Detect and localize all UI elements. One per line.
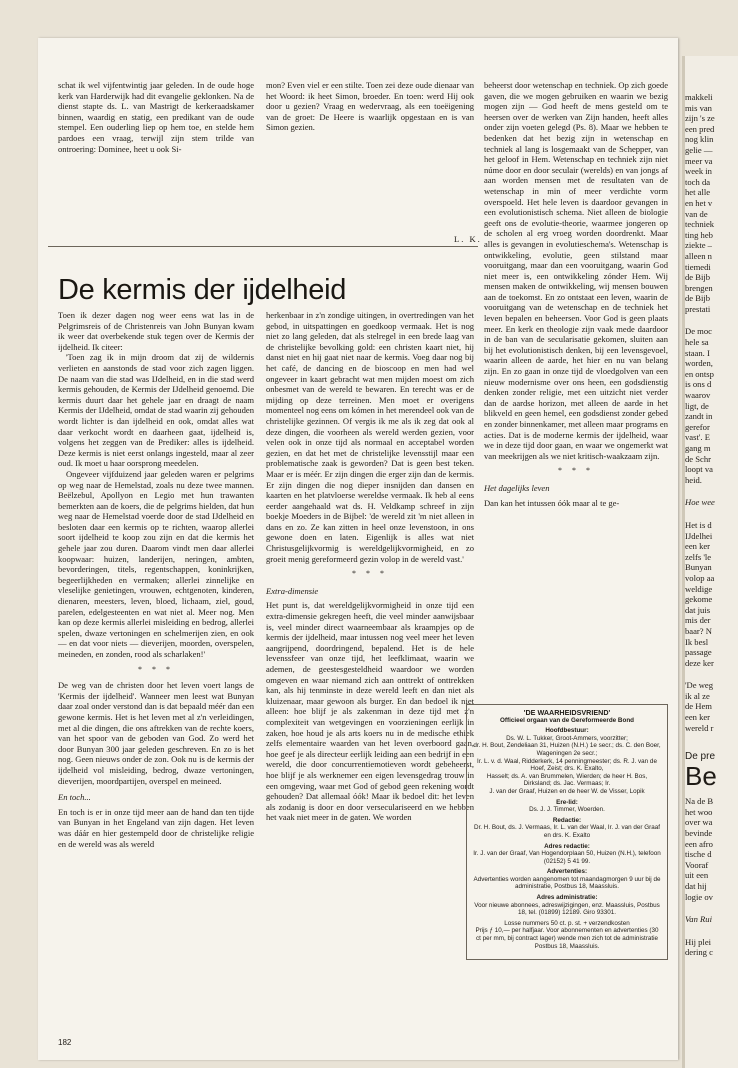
adjacent-kicker: De pre xyxy=(685,751,716,763)
adjacent-text-fragment: logie ov xyxy=(685,891,713,902)
adjacent-text-fragment: IJdelhei xyxy=(685,530,713,541)
adjacent-text-fragment: weldige xyxy=(685,583,713,594)
colophon-line: Ds. W. L. Tukker, Groot-Ammers, voorzitter; xyxy=(506,734,628,742)
section-separator: * * * xyxy=(138,664,174,674)
adjacent-text-fragment: 'De weg xyxy=(685,680,714,691)
adjacent-text-fragment: prestati xyxy=(685,303,711,314)
colophon-line: Hasselt; ds. A. van Brummelen, Wierden; de heer H. Bos, Dirksland; ds. Jac. Vermaas; Ir. xyxy=(486,772,648,788)
colophon-line: Ir. L. v. d. Waal, Ridderkerk, 14 penningmeester; ds. R. J. van de Hoef, Zeist; drs. K. Exalto, xyxy=(477,757,657,773)
adjacent-text-fragment: makkeli xyxy=(685,92,713,102)
colophon-heading: Advertenties: xyxy=(546,868,588,876)
adjacent-end-fragments xyxy=(685,937,738,958)
adjacent-text-fragment: Ik besl xyxy=(685,636,709,647)
article-headline: De kermis der ijdelheid xyxy=(58,274,347,306)
adjacent-text-fragment: Het is d xyxy=(685,519,712,530)
adjacent-text-fragment: uit een xyxy=(685,870,709,881)
paragraph: mon? Even viel er een stilte. Toen zei deze oude dienaar van het Woord: ik heet Simon, broeder. En toen: werd Hij ook door u gezien? Vraag en wedervraag, als een toeëigening van de groet: De Heere is waarlijk opgestaan en is van Simon gezien. xyxy=(266,80,474,133)
colophon-heading: Ere-lid: xyxy=(556,798,578,806)
adjacent-text-fragment: staan. I xyxy=(685,347,710,358)
adjacent-headline: Be xyxy=(685,761,717,792)
colophon-title: 'DE WAARHEIDSVRIEND' xyxy=(523,708,611,717)
adjacent-text-fragment: gerefor xyxy=(685,421,710,432)
adjacent-text-fragment: een ker xyxy=(685,712,711,723)
adjacent-quote-fragments xyxy=(685,680,738,733)
paragraph: De weg van de christen door het leven voert langs de 'Kermis der ijdelheid'. Wanneer men leest wat Bunyan daar zoal onder verstond dan is dat bepaald méér dan een gewone kermis. Het is het leven met al z'n verleidingen, met al die dingen, die ons aftrekken van de rechte koers, van het spoor van de geboden van God. Zo werd het door Bunyan 300 jaar geleden geschreven. En zo is het nog. Geen nieuws onder de zon. Ook nu is de kermis der ijdelheid vol misleiding, bedrog, dwaze vertoningen, dieverijen, moordpartijen, overspel en meineed. xyxy=(58,680,254,786)
adjacent-text-fragment: worden, xyxy=(685,358,713,369)
adjacent-text-fragment: mis der xyxy=(685,615,711,626)
adjacent-text-fragment: Bunyan xyxy=(685,562,712,573)
author-signature: L. K. xyxy=(454,234,482,244)
colophon-heading: Redactie: xyxy=(552,816,582,824)
adjacent-text-fragment: toch da xyxy=(685,176,711,187)
adjacent-text-fragment: heid. xyxy=(685,474,702,485)
adjacent-text-fragment: de Schr xyxy=(685,453,712,464)
colophon-line: Ds. J. J. Timmer, Woerden. xyxy=(529,806,605,814)
section-separator: * * * xyxy=(558,466,594,476)
adjacent-lower-fragments xyxy=(685,520,738,668)
colophon-line: Voor nieuwe abonnees, adreswijzigingen, enz. Maassluis, Postbus 18, tel. (01899) 12189. Giro 93301. xyxy=(474,901,660,917)
column-1 xyxy=(58,310,254,849)
magazine-page xyxy=(38,38,678,1060)
adjacent-text-fragment: ting heb xyxy=(685,229,713,240)
adjacent-text-fragment: hele sa xyxy=(685,337,709,348)
colophon-subtitle: Officieel orgaan van de Gereformeerde Bond xyxy=(499,716,635,724)
adjacent-text-fragment: ziekte – xyxy=(685,240,712,251)
colophon-heading: Adres redactie: xyxy=(544,842,590,850)
section-subheading: En toch... xyxy=(58,792,91,803)
adjacent-page-edge xyxy=(682,56,738,1068)
adjacent-text-fragment: de Bijb xyxy=(685,272,711,283)
adjacent-text-fragment: zelfs 'le xyxy=(685,551,712,562)
adjacent-text-fragment: het woo xyxy=(685,806,713,817)
adjacent-text-fragment: over wa xyxy=(685,817,713,828)
adjacent-text-fragment: volop aa xyxy=(685,572,715,583)
adjacent-text-fragment: ik al ze xyxy=(685,690,710,701)
colophon-line: Dr. H. Bout, ds. J. Vermaas, Ir. L. van der Waal, Ir. J. van der Graaf en drs. K. Exalto xyxy=(474,824,660,839)
adjacent-text-fragment: techniek xyxy=(685,219,715,230)
adjacent-text-fragment: alleen n xyxy=(685,250,712,261)
paragraph: Ongeveer vijfduizend jaar geleden waren er pelgrims op weg naar de Hemelstad, zoals nu deze twee mannen. Beëlzebul, Apollyon en Legio met hun trawanten bemerkten aan de koers, die de pelgrims hielden, dat hun weg naar de Hemelstad voerde door de stad IJdelheid en besloten daar een kermis op te richten, waarop allerlei soort ijdelheid te koop zou zijn en dat die kermis het gehele jaar zou duren. Daarom vindt men daar allerlei koopwaar: huizen, landerijen, neringen, ambten, bevorderingen, titels, regentschappen, koninkrijken, begeerlijkheden en vermaken; allerlei zinnelijke en vleselijke genietingen, vrouwen, echtgenoten, kinderen, dienaren, meesters, leven, bloed, lichaam, ziel, goud, parelen, edelgesteenten en wat niet al. Meer nog. Men kan op deze kermis allerlei misleiding en bedrog, allerlei spelen, dwaze vertoningen en schelmerijen zien, en ook — en dat voor niets — dieverijen, moorden, overspelen, meineden, en zonden, rood als scharlaken!' xyxy=(58,468,254,659)
adjacent-text-fragment: week in xyxy=(685,166,712,177)
adjacent-text-fragment: Hij plei xyxy=(685,936,712,947)
adjacent-subheading: Van Rui xyxy=(685,914,712,925)
paragraph: Het punt is, dat wereldgelijkvormigheid in onze tijd een extra-dimensie gekregen heeft, die veel minder aanwijsbaar is, veel minder direct waarneembaar als kraampjes op de kermis der ijdelheid, maar intussen nog veel meer het leven aangrijpend, doordringend, bepalend. Het is de hele levenssfeer van onze tijd, het leefklimaat, waarin we ademen, de geestesgesteldheid waardoor we worden omgeven en waar niemand zich aan onttrekt of onttrekken kan, als hij tenminste in deze wereld leeft en dan niet als kluizenaar, maar gewoon als burger. En dan bedoel ik niet alleen: hoe blijf je als zakenman in deze tijd met z'n complexiteit van wetgevingen en voorzieningen eerlijk in zaken, hoe houd je als arts koers nu in de medische ethiek zelfs elementaire waarden van het leven overboord gaan, hoe geef je als directeur eerlijk leiding aan een bedrijf in een wereld, die door concurrentiemotieven wordt gebeheerst, hoe blijf je als werknemer een eigen levensgedrag trouw in een omgeving, waar met God of gebod geen rekening wordt gehouden? Dat allemaal óók! Maar ik bedoel dit: het leven als zodanig is door en door verseculariseerd en we hebben het vaak niet meer in de gaten. We worden xyxy=(266,600,474,823)
adjacent-text-fragment: gelie — xyxy=(685,144,713,155)
colophon-box xyxy=(466,704,668,960)
paragraph: schat ik wel vijfentwintig jaar geleden. In de oude hoge kerk van Harderwijk had dit evangelie geklonken. Na de dienst stapte ds. L. van Mastrigt de kerkeraadskamer binnen, waardig en statig, een predikant van de oude stempel. Een ouderling liep op hem toe, en stelde hem pardoes een vraag, terwijl zijn stem trilde van ontroering: Dominee, heet u ook Si- xyxy=(58,80,254,154)
adjacent-mid-fragments xyxy=(685,326,738,485)
section-subheading: Het dagelijks leven xyxy=(484,482,550,493)
adjacent-text-fragment: tiemedi xyxy=(685,261,711,272)
adjacent-text-fragment: gang m xyxy=(685,443,711,453)
adjacent-text-fragment: De moc xyxy=(685,326,712,337)
adjacent-text-fragment: Na de B xyxy=(685,796,714,807)
colophon-line: Advertenties worden aangenomen tot maandagmorgen 9 uur bij de administratie, Postbus 18, Maassluis. xyxy=(473,875,661,891)
adjacent-text-fragment: de Bijb xyxy=(685,293,711,304)
adjacent-text-fragment: loopt va xyxy=(685,464,713,475)
paragraph: Toen ik dezer dagen nog weer eens wat las in de Pelgrimsreis of de Christenreis van John Bunyan kwam ik weer dat overbekende stuk tegen over de Kermis der ijdelheid. Ik citeer: xyxy=(58,310,254,352)
adjacent-bottom-fragments xyxy=(685,796,738,902)
adjacent-text-fragment: een ker xyxy=(685,541,711,552)
adjacent-text-fragment: dat juis xyxy=(685,604,711,615)
adjacent-text-fragment: bevinde xyxy=(685,828,713,839)
colophon-line: Prijs ƒ 10,— per halfjaar. Voor abonnementen en advertenties (30 ct per mm, bij contract lager) wende men zich tot de administratie Postbus 18, Maassluis. xyxy=(475,927,659,950)
colophon-line: Losse nummers 50 ct. p. st. + verzendkosten xyxy=(504,919,630,927)
adjacent-text-fragment: passage xyxy=(685,647,712,658)
page-number: 182 xyxy=(58,1038,72,1047)
divider xyxy=(48,246,478,247)
adjacent-text-fragment: de Hem xyxy=(685,701,712,712)
adjacent-text-fragment: zijn 's ze xyxy=(685,113,715,124)
adjacent-subheading: Hoe wee xyxy=(685,497,715,508)
top-left-column xyxy=(58,80,254,154)
paragraph: 'Toen zag ik in mijn droom dat zij de wildernis verlieten en aanstonds de stad voor zich zagen liggen. De naam van die stad was IJdelheid, en in die stad werd kermis gehouden, de Kermis der IJdelheid genoemd. Die kermis duurt daar het gehele jaar en draagt de naam Kermis der IJdelheid, omdat de stad waarin zij gehouden wordt lichter is dan ijdelheid en ook, omdat alles wat daar verkocht wordt en daarheen gaat, ijdelheid is, volgens het zeggen van de Prediker: alles is ijdelheid. Deze kermis is niet eerst onlangs ingesteld, maar al zeer oud. Ik moet u haar oorsprong meedelen. xyxy=(58,352,254,469)
adjacent-text-fragment: dat hij xyxy=(685,881,707,891)
adjacent-text-fragment: brengen xyxy=(685,282,713,293)
column-3 xyxy=(484,80,668,508)
adjacent-text-fragment: een afro xyxy=(685,838,713,849)
adjacent-text-fragment: waarov xyxy=(685,390,711,401)
top-middle-column xyxy=(266,80,474,133)
paragraph: En toch is er in onze tijd meer aan de hand dan ten tijde van Bunyan in het Engeland van zijn dagen. Het leven was dáár en hier gestempeld door de christelijke religie en de wereld was als wereld xyxy=(58,806,254,849)
adjacent-text-fragment: vast'. E xyxy=(685,432,710,443)
colophon-line: dr. H. Bout, Zendeliaan 31, Huizen (N.H.) 1e secr.; ds. C. den Boer, Wageningen 2e secr.; xyxy=(473,742,661,757)
colophon-line: J. van der Graaf, Huizen en de heer W. de Visser, Lopik xyxy=(489,787,645,795)
adjacent-text-fragment: Vooraf xyxy=(685,859,709,870)
adjacent-text-fragment: zandt in xyxy=(685,411,713,422)
adjacent-text-fragment: het alle xyxy=(685,187,711,198)
adjacent-text-fragment: wereld r xyxy=(685,722,714,733)
colophon-heading: Hoofdbestuur: xyxy=(545,727,589,735)
section-subheading: Extra-dimensie xyxy=(266,585,319,596)
adjacent-text-fragment: en ontsp xyxy=(685,368,714,379)
adjacent-text-fragment: is ons d xyxy=(685,379,712,390)
column-2 xyxy=(266,310,474,823)
paragraph: beheerst door wetenschap en techniek. Op zich goede gaven, die we mogen gebruiken en waarin we bezig mogen zijn — God heeft de mens gesteld om te heersen over de werken van Zijn handen, heeft alles onder zijn voeten gelegd (Ps. 8). Maar we hebben te bedenken dat het bezig zijn in wetenschap en techniek al lang is losgemaakt van de Schepper, van het geloof in Hem. Wetenschap en techniek zijn niet núme door en door seculair (werelds) en van jongs af aan worden mensen met de resultaten van de wetenschap in min of meer verdichte vorm overspoeld. Het hele leven is daardoor gevangen in een evolutionistisch schema. Niet alleen de biologie geeft ons de evolutie-theorie, waarmee jongeren op de scholen al erg vroeg worden doordrenkt. Maar alles is gevangen in evolutieschema's. Wetenschap is ontwikkeling, evolutie, geen stilstand maar vooruitgang, maar dan een vooruitgang, waarin God niet meer is, een ontwikkeling zónder Hem. Wij mensen maken de ontwikkeling, wij mensen bouwen aan de toekomst. En zo ontstaat een leven, waarin de vooruitgang van de wetenschap en de techniek het leven bepalen en beheersen. Voor God is geen plaats meer. En kerk en theologie zijn vaak mede daardoor in de ban van de secularisatie gekomen, sluiten aan bij het evolutionistisch denken, bij een levensgevoel, waarin alleen de aarde, het hier en nu van belang zijn. En zo gaan in onze tijd de vloedgolven van een nieuw modernisme over ons heen, een godsdienstig denken zonder religie, met een uitzicht niet verder dan de aardse horizon, met alleen de aarde in het blikveld en geen hemel, een godsdienst zonder gebed en zonder binnenkamer, met alleen maar programs en acties. Dat is de moderne kermis der ijdelheid, waar we in deze tijd door gaan, en waar we ongemerkt wat van meekrijgen als we niet kritisch-waakzaam zijn. xyxy=(484,80,668,461)
colophon-line: Ir. J. van der Graaf, Van Hogendorplaan 50, Huizen (N.H.), telefoon (02152) 5 41 99. xyxy=(473,850,661,865)
adjacent-top-fragments xyxy=(685,92,738,314)
adjacent-text-fragment: meer va xyxy=(685,155,713,166)
adjacent-text-fragment: baar? N xyxy=(685,625,712,636)
colophon-heading: Adres administratie: xyxy=(536,894,598,902)
adjacent-text-fragment: tische d xyxy=(685,849,712,860)
adjacent-text-fragment: mis van xyxy=(685,102,712,113)
adjacent-text-fragment: ligt, de xyxy=(685,400,709,411)
adjacent-text-fragment: dering c xyxy=(685,947,713,958)
paragraph: Dan kan het intussen óók maar al te ge- xyxy=(484,497,620,508)
adjacent-text-fragment: een pred xyxy=(685,123,715,134)
adjacent-text-fragment: nog klin xyxy=(685,134,714,145)
adjacent-text-fragment: gekome xyxy=(685,594,713,605)
paragraph: herkenbaar in z'n zondige uitingen, in overtredingen van het gebod, in uitspattingen en goedkoop vermaak. Het is nog niet zo lang geleden, dat als stelregel in een brede laag van de christelijke bevolking gold: een christen kaart niet, hij danst niet en hij gaat niet naar de kermis. Voeg daar nog bij het café, de dancing en de bioscoop en men had wel ongeveer in kaart gebracht wat men mijden moest om zich onbesmet van de wereld te bewaren. En terecht was er de mijding op deze terreinen. Men moet er overigens momenteel nog eens om kómen in het merendeel ook van de christelijke gezinnen. Of vergis ik me als ik zeg dat ook al deze dingen, die voorheen als wereld werden gezien, voor velen ook in onze tijd als normaal en acceptabel worden gezien, en dat het met de christelijke levensstijl maar een problematische zaak is geworden? Dat is geen best teken. Maar er is méér. Er zijn dingen die erger zijn dan de kermis. Er zijn dingen die nog dieper insnijden dan dansen en kaarten en het platvloerse wereldse vermaak. Ik heb al eens eerder aangehaald wat ds. H. Veldkamp schreef in zijn boekje Moeders in de Bijbel: 'de wereld zit 'm niet alleen in dans en zo. Ze kan zitten in heel onze levenstoon, in ons gewone doen en laten. Eigenlijk is alles wat niet Christusgelijkvormig is wereldgelijkvormigheid, en zo groeit menig gereformeerd gezin volop in de wereld vast.' xyxy=(266,310,474,564)
section-separator: * * * xyxy=(352,569,388,579)
adjacent-text-fragment: van de xyxy=(685,208,708,219)
adjacent-text-fragment: en het v xyxy=(685,197,713,208)
adjacent-text-fragment: deze ker xyxy=(685,657,714,668)
